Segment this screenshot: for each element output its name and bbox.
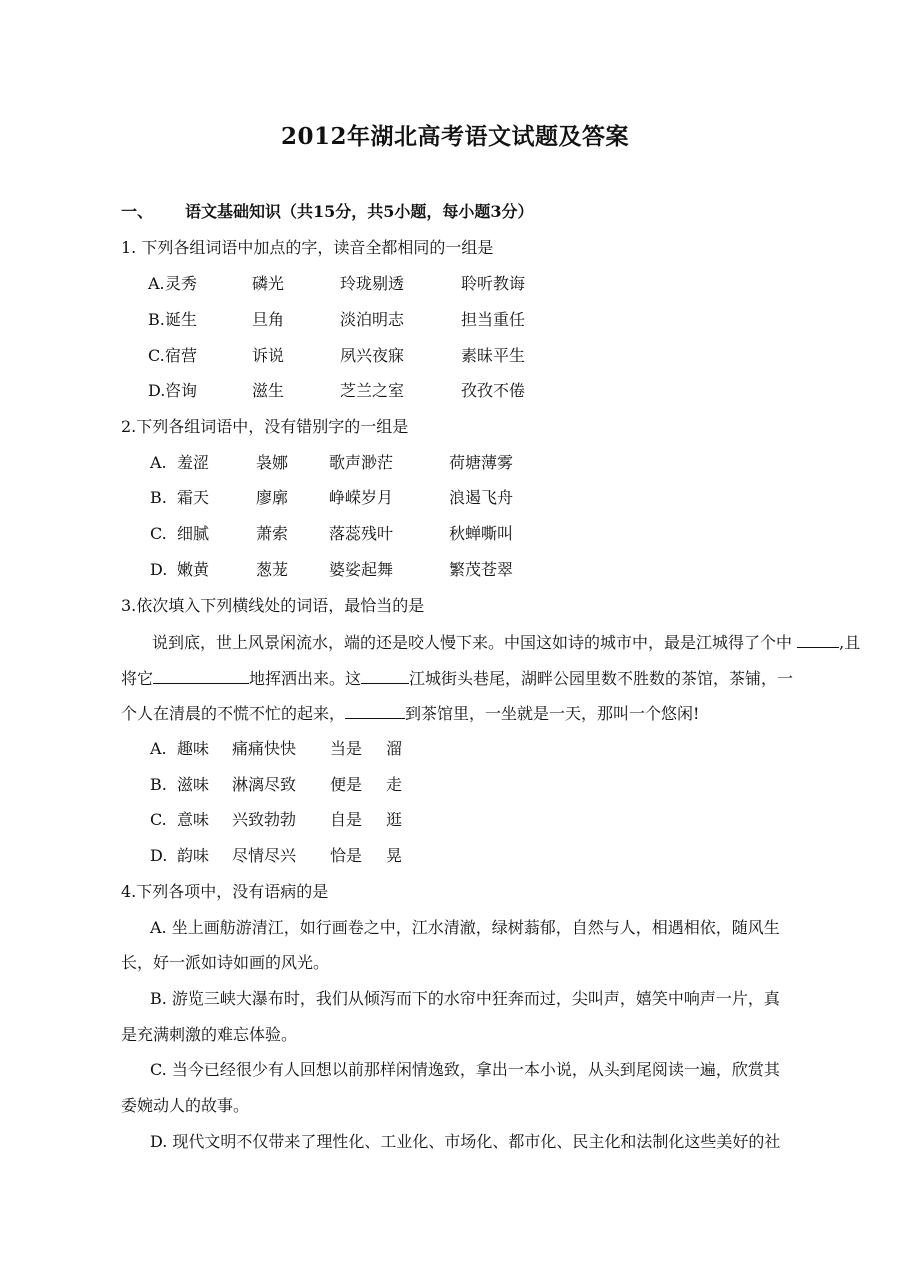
option-word: 磷光 [252,274,285,293]
option-word: 淋漓尽致 [232,775,297,794]
option-label: C. [148,346,165,365]
option-word: 担当重任 [461,310,526,329]
option-label: D. [148,381,166,400]
option-word: 当是 [330,739,363,758]
option-word: 葱茏 [256,560,289,579]
option-label: B. [148,310,165,329]
option-word: 廖廓 [256,488,289,507]
option-word: 芝兰之室 [340,381,405,400]
option-word: 夙兴夜寐 [340,346,405,365]
option-word: 尽情尽兴 [232,846,297,865]
fill-blank-3 [361,668,409,684]
question-4-option-a: A. 坐上画舫游清江，如行画卷之中，江水清澈，绿树蓊郁，自然与人，相遇相依，随风生 [150,918,780,937]
option-word: 韵味 [177,846,210,865]
option-word: 羞涩 [177,453,210,472]
option-word: 霜天 [177,488,210,507]
passage-text: 将它 [121,669,154,688]
option-word: 浪遏飞舟 [449,488,514,507]
question-3-stem: 3.依次填入下列横线处的词语，最恰当的是 [121,596,425,615]
passage-text: 个人在清晨的不慌不忙的起来， [121,704,346,723]
section-number: 一、 [121,202,154,221]
option-word: 走 [386,775,403,794]
option-word: 歌声渺茫 [329,453,394,472]
option-word: 宿营 [165,346,198,365]
passage-line-3 [121,703,699,724]
fill-blank-2 [153,668,249,684]
option-word: 淡泊明志 [340,310,405,329]
passage-text: 到茶馆里，一坐就是一天，那叫一个悠闲! [405,704,700,723]
option-word: 灵秀 [165,274,198,293]
option-label: D. [150,846,168,865]
passage-text: 地挥洒出来。这 [249,669,362,688]
option-label: B. [150,488,167,507]
question-4-option-b-cont: 是充满刺激的难忘体验。 [121,1025,298,1044]
question-4-option-a-cont: 长，好一派如诗如画的风光。 [121,953,330,972]
option-word: 便是 [330,775,363,794]
option-label: C. [150,810,167,829]
option-word: 滋生 [252,381,285,400]
option-word: 繁茂苍翠 [449,560,514,579]
option-word: 逛 [386,810,403,829]
option-label: A. [150,739,167,758]
option-word: 溜 [386,739,403,758]
section-heading-text: 语文基础知识（共15分，共5小题，每小题3分） [185,202,534,221]
option-word: 细腻 [177,524,210,543]
passage-line-1 [152,632,860,653]
section-heading [121,202,534,222]
option-word: 秋蝉嘶叫 [449,524,514,543]
passage-text: ,且 [839,633,861,652]
option-label: C. [150,524,167,543]
passage-line-2 [121,668,793,689]
option-word: 落蕊残叶 [329,524,394,543]
passage-text: 说到底，世上风景闲流水，端的还是咬人慢下来。中国这如诗的城市中，最是江城得了个中 [152,633,793,652]
question-1-stem: 1. 下列各组词语中加点的字，读音全都相同的一组是 [121,238,494,257]
question-4-option-b: B. 游览三峡大瀑布时，我们从倾泻而下的水帘中狂奔而过，尖叫声，嬉笑中响声一片，真 [150,989,780,1008]
option-label: A. [150,453,167,472]
passage-text: 江城街头巷尾，湖畔公园里数不胜数的茶馆，茶铺，一 [409,669,794,688]
option-word: 恰是 [330,846,363,865]
option-word: 萧索 [256,524,289,543]
question-4-option-d: D. 现代文明不仅带来了理性化、工业化、市场化、都市化、民主化和法制化这些美好的社 [150,1132,781,1151]
page-title: 2012年湖北高考语文试题及答案 [280,123,629,150]
option-word: 诞生 [165,310,198,329]
question-4-stem: 4.下列各项中，没有语病的是 [121,882,329,901]
option-label: A. [148,274,165,293]
question-2-stem: 2.下列各组词语中，没有错别字的一组是 [121,417,409,436]
option-word: 旦角 [252,310,285,329]
option-word: 自是 [330,810,363,829]
option-word: 素昧平生 [461,346,526,365]
option-label: B. [150,775,167,794]
option-word: 诉说 [252,346,285,365]
fill-blank-1 [797,632,839,648]
option-word: 咨询 [165,381,198,400]
question-4-option-c-cont: 委婉动人的故事。 [121,1096,250,1115]
option-word: 玲珑剔透 [340,274,405,293]
option-word: 袅娜 [256,453,289,472]
option-label: D. [150,560,168,579]
option-word: 晃 [386,846,403,865]
option-word: 孜孜不倦 [461,381,526,400]
option-word: 婆娑起舞 [329,560,394,579]
question-4-option-c: C. 当今已经很少有人回想以前那样闲情逸致，拿出一本小说，从头到尾阅读一遍，欣赏其 [150,1060,780,1079]
option-word: 趣味 [177,739,210,758]
option-word: 峥嵘岁月 [329,488,394,507]
fill-blank-4 [345,703,405,719]
option-word: 嫩黄 [177,560,210,579]
option-word: 滋味 [177,775,210,794]
option-word: 意味 [177,810,210,829]
option-word: 兴致勃勃 [232,810,297,829]
option-word: 聆听教诲 [461,274,526,293]
option-word: 痛痛快快 [232,739,297,758]
option-word: 荷塘薄雾 [449,453,514,472]
